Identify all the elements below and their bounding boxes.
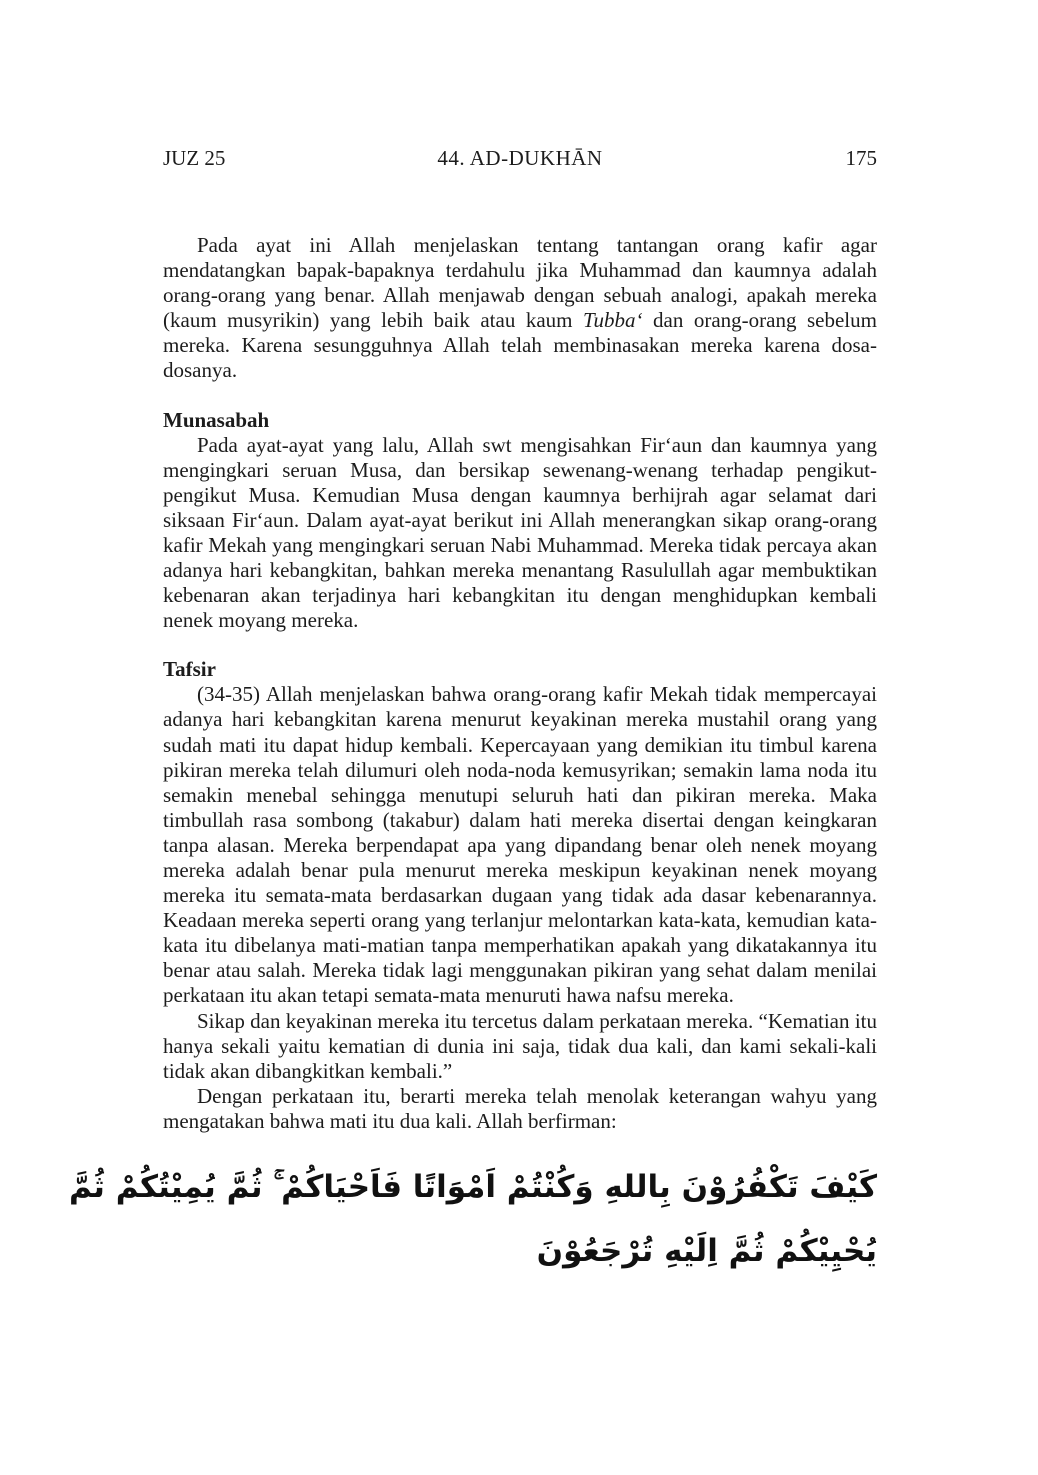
section-heading-tafsir: Tafsir (163, 657, 216, 682)
arabic-verse-line-1: كَيْفَ تَكْفُرُوْنَ بِاللهِ وَكُنْتُمْ اَمْوَاتًا فَاَحْيَاكُمْ ۚ ثُمَّ يُمِيْتُكُمْ ثُمَّ (68, 1169, 877, 1205)
page-body (68, 233, 877, 1282)
page-header (163, 146, 877, 171)
intro-italic-term: Tubba‘ (583, 308, 643, 333)
juz-label: JUZ 25 (163, 146, 226, 170)
surah-title: 44. AD-DUKHĀN (437, 146, 603, 170)
munasabah-paragraph: Pada ayat-ayat yang lalu, Allah swt mengisahkan Fir‘aun dan kaumnya yang mengingkari seruan Musa, dan bersikap sewenang-wenang terhadap pengikut-pengikut Musa. Kemudian Musa dengan kaumnya berhijrah agar selamat dari siksaan Fir‘aun. Dalam ayat-ayat berikut ini Allah menerangkan sikap orang-orang kafir Mekah yang mengingkari seruan Nabi Muhammad. Mereka tidak percaya akan adanya hari kebangkitan, bahkan mereka menantang Rasulullah agar membuktikan kebenaran akan terjadinya hari kebangkitan itu dengan menghidupkan kembali nenek moyang mereka. (163, 432, 877, 633)
intro-text-after: dan orang-orang sebelum mereka. Karena sesungguhnya Allah telah membinasakan mereka karena dosa-dosanya. (163, 308, 877, 383)
tafsir-paragraph-3: Dengan perkataan itu, berarti mereka telah menolak keterangan wahyu yang mengatakan bahwa mati itu dua kali. Allah berfirman: (163, 1083, 877, 1133)
tafsir-paragraph-2: Sikap dan keyakinan mereka itu tercetus dalam perkataan mereka. “Kematian itu hanya sekali yaitu kematian di dunia ini saja, tidak dua kali, dan kami sekali-kali tidak akan dibangkitkan kembali.” (163, 1008, 877, 1083)
arabic-verse-line-2: يُحْيِيْكُمْ ثُمَّ اِلَيْهِ تُرْجَعُوْنَ (536, 1233, 877, 1269)
intro-paragraph (163, 233, 877, 384)
section-heading-munasabah: Munasabah (163, 407, 270, 432)
tafsir-paragraph-1: (34-35) Allah menjelaskan bahwa orang-orang kafir Mekah tidak mempercayai adanya hari kebangkitan karena menurut keyakinan mereka mustahil orang yang sudah mati itu dapat hidup kembali. Kepercayaan yang demikian itu timbul karena pikiran mereka telah dilumuri oleh noda-noda kemusyrikan; semakin lama noda itu semakin menebal sehingga menutupi seluruh hati dan pikiran mereka. Maka timbullah rasa sombong (takabur) dalam hati mereka disertai dengan keingkaran tanpa alasan. Mereka berpendapat apa yang dipandang benar oleh nenek moyang mereka adalah benar pula menurut mereka meskipun keyakinan nenek moyang mereka itu semata-mata berdasarkan dugaan yang tidak ada dasar kebenarannya. Keadaan mereka seperti orang yang terlanjur melontarkan kata-kata, kemudian kata-kata itu dibelanya mati-matian tanpa memperhatikan apakah yang dikatakannya itu benar atau salah. Mereka tidak lagi menggunakan pikiran yang sehat dalam menilai perkataan itu akan tetapi semata-mata menuruti hawa nafsu mereka. (163, 682, 877, 1008)
intro-text-before: Pada ayat ini Allah menjelaskan tentang tantangan orang kafir agar mendatangkan bapak-bapaknya terdahulu jika Muhammad dan kaumnya adalah orang-orang yang benar. Allah menjawab dengan sebuah analogi, apakah mereka (kaum musyrikin) yang lebih baik atau kaum (163, 233, 877, 333)
arabic-verse (68, 1156, 877, 1282)
page-number: 175 (845, 146, 877, 170)
